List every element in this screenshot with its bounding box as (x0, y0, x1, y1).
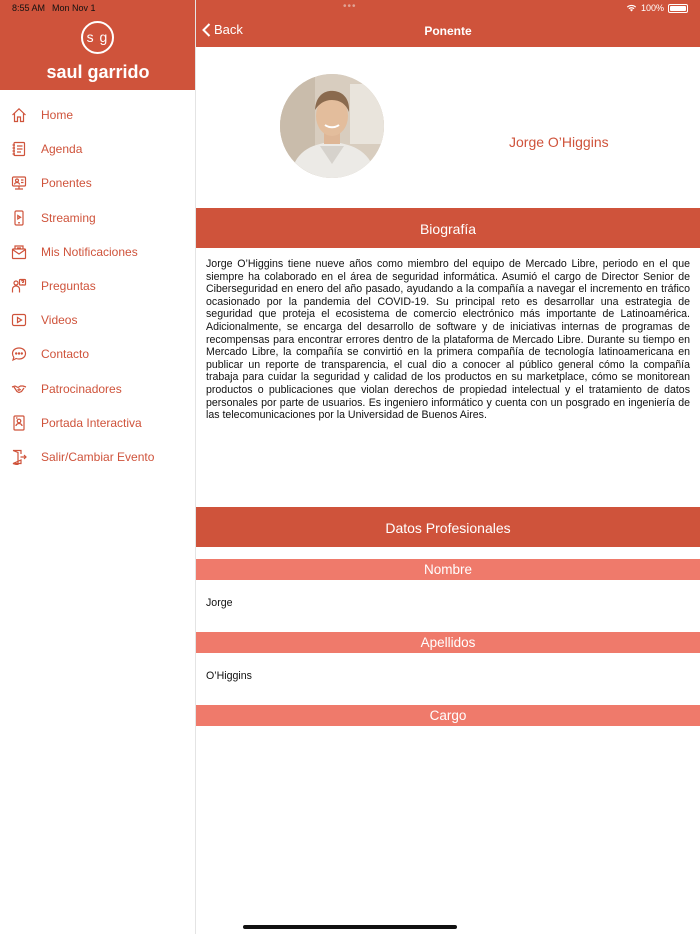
status-date: Mon Nov 1 (52, 3, 96, 13)
sidebar-item-label: Mis Notificaciones (41, 244, 138, 259)
field-value-cargo (196, 726, 700, 778)
sponsors-icon (11, 381, 27, 397)
contact-icon (11, 346, 27, 362)
sidebar-item-agenda[interactable] (0, 132, 195, 166)
speaker-profile (196, 47, 700, 208)
wifi-icon (626, 4, 637, 12)
agenda-icon (11, 141, 27, 157)
sidebar-item-label: Home (41, 108, 74, 123)
sidebar-item-ponentes[interactable] (0, 166, 195, 200)
interactive-cover-icon (11, 415, 27, 431)
sidebar-item-videos[interactable] (0, 303, 195, 337)
sidebar-item-label: Patrocinadores (41, 381, 122, 396)
field-value-nombre: Jorge (206, 597, 233, 609)
back-label: Back (214, 22, 243, 37)
sidebar-item-streaming[interactable] (0, 201, 195, 235)
sidebar-item-label: Agenda (41, 142, 83, 157)
sidebar-item-notificaciones[interactable] (0, 235, 195, 269)
speaker-photo (280, 74, 384, 178)
user-logo: s g (81, 21, 114, 54)
main-content (196, 0, 700, 934)
speaker-name: Jorge O’Higgins (509, 134, 609, 150)
status-bar (0, 0, 700, 14)
questions-icon (11, 278, 27, 294)
sidebar-item-home[interactable] (0, 98, 195, 132)
field-label-nombre: Nombre (196, 559, 700, 580)
videos-icon (11, 312, 27, 328)
battery-icon (668, 4, 688, 13)
sidebar-item-label: Salir/Cambiar Evento (41, 449, 155, 464)
sidebar-item-label: Preguntas (41, 279, 96, 294)
sidebar-item-salir[interactable] (0, 440, 195, 474)
biography-text: Jorge O’Higgins tiene nueve años como miembro del equipo de Mercado Libre, periodo en el que siempre ha colaborado en el área de seguridad informática. Asumió el cargo de Director Senior de Ciberseguridad en enero del año pasado, ayudando a la compañía a navegar el incremento en tráfico ocasionado por la pandemia del COVID-19. Su principal reto es desarrollar una estrategia de seguridad que proteja el ecosistema de comercio electrónico más importante de Latinoamérica. Adicionalmente, se encarga del desarrollo de software y de iniciativas internas de programas de recompensas para encontrar errores dentro de la plataforma de Mercado Libre. Durante su tiempo en Mercado Libre, la compañía se convirtió en la primera compañía de tecnología latinoamericana en publicar un reporte de transparencia, el cual dio a conocer al público general cómo la compañía trabaja para cuidar la seguridad y calidad de los productos en su marketplace, cómo se monitorean productos o publicaciones que violan derechos de propiedad intelectual y el tratamiento de datos personales por parte de usuarios. Es ingeniero informático y cuenta con un posgrado en ingeniería de las telecomunicaciones por la Universidad de Buenos Aires. (206, 258, 690, 422)
battery-percent: 100% (640, 3, 664, 13)
status-time: 8:55 AM (12, 3, 46, 13)
user-name: saul garrido (46, 62, 150, 82)
status-right (626, 3, 688, 13)
speaker-photo-image (280, 74, 384, 178)
status-left (12, 3, 96, 13)
sidebar-item-label: Contacto (41, 347, 90, 362)
sidebar-item-portada-interactiva[interactable] (0, 406, 195, 440)
home-icon (11, 107, 27, 123)
field-value-apellidos: O’Higgins (206, 670, 252, 682)
sidebar-item-preguntas[interactable] (0, 269, 195, 303)
home-indicator[interactable] (243, 925, 457, 929)
multitasking-dots-icon[interactable]: ••• (343, 1, 357, 12)
sidebar-menu (0, 90, 195, 474)
notifications-icon (11, 244, 27, 260)
spacer (196, 547, 700, 559)
sidebar-item-contacto[interactable] (0, 337, 195, 371)
speakers-icon (11, 175, 27, 191)
sidebar-item-label: Portada Interactiva (41, 415, 142, 430)
sidebar-item-patrocinadores[interactable] (0, 372, 195, 406)
page-title: Ponente (424, 24, 472, 38)
sidebar (0, 0, 196, 934)
sidebar-item-label: Streaming (41, 210, 96, 225)
streaming-icon (11, 210, 27, 226)
sidebar-item-label: Videos (41, 313, 78, 328)
sidebar-item-label: Ponentes (41, 176, 92, 191)
exit-icon (11, 449, 27, 465)
biography-header: Biografía (196, 208, 700, 248)
field-label-apellidos: Apellidos (196, 632, 700, 653)
professional-data-header: Datos Profesionales (196, 507, 700, 547)
field-label-cargo: Cargo (196, 705, 700, 726)
